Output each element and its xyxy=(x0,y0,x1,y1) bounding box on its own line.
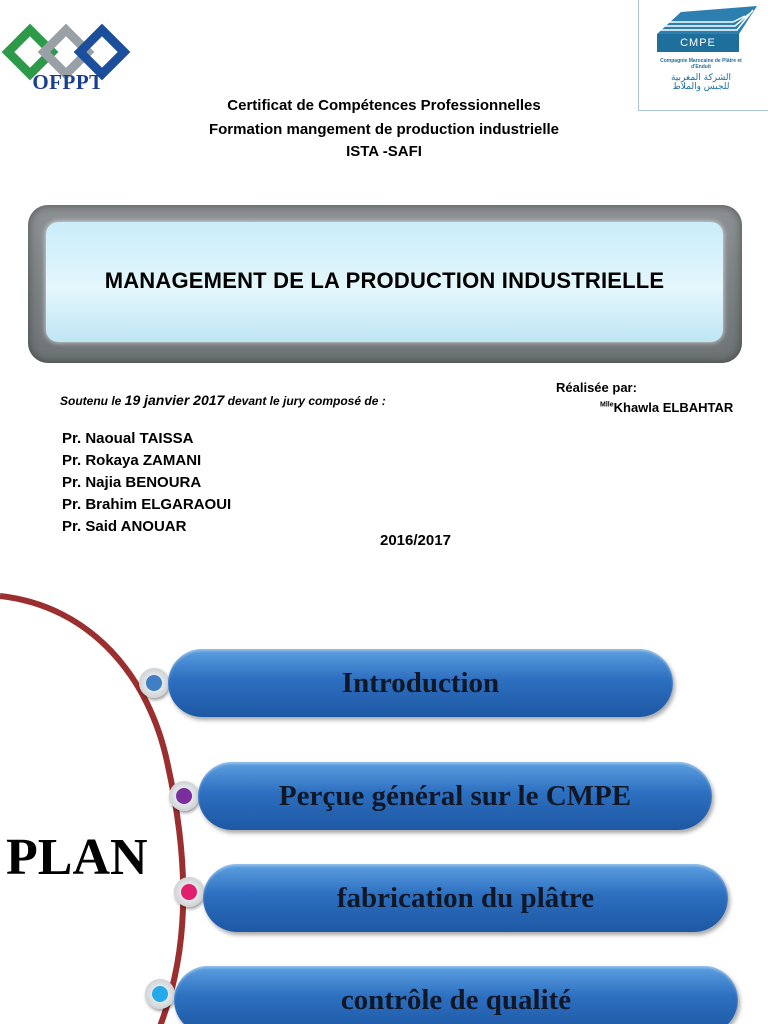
cmpe-logo xyxy=(638,0,768,111)
jury-member: Pr. Rokaya ZAMANI xyxy=(62,452,202,469)
header-line-3: ISTA -SAFI xyxy=(346,143,422,160)
cmpe-band-text: CMPE xyxy=(680,37,716,49)
plan-bullet-dot xyxy=(181,884,197,900)
realisee-label: Réalisée par: xyxy=(556,380,637,395)
plan-bullet-4 xyxy=(145,979,175,1009)
plan-item-introduction[interactable]: Introduction xyxy=(168,649,673,717)
plan-bullet-3 xyxy=(174,877,204,907)
plan-title: PLAN xyxy=(6,829,148,886)
plan-bullet-dot xyxy=(152,986,168,1002)
defense-part-1: Soutenu le xyxy=(60,394,125,408)
academic-year: 2016/2017 xyxy=(380,532,451,549)
header-line-1: Certificat de Compétences Professionnelles xyxy=(227,97,541,114)
author-prefix: Mlle xyxy=(600,401,614,409)
plan-item-qualite[interactable]: contrôle de qualité xyxy=(174,966,738,1024)
plan-item-cmpe[interactable]: Perçue général sur le CMPE xyxy=(198,762,712,830)
header-line-2: Formation mangement de production industrielle xyxy=(208,121,560,138)
cmpe-subtitle: Compagnie Marocaine de Plâtre et d'Enduit xyxy=(660,58,742,70)
cmpe-band xyxy=(657,34,739,52)
jury-member: Pr. Said ANOUAR xyxy=(62,518,187,535)
plan-item-fabrication[interactable]: fabrication du plâtre xyxy=(203,864,728,932)
ofppt-logo-text: OFPPT xyxy=(32,70,104,94)
defense-date: 19 janvier 2017 xyxy=(124,392,225,408)
plan-bullet-1 xyxy=(139,668,169,698)
jury-list xyxy=(62,428,231,538)
jury-member: Pr. Najia BENOURA xyxy=(62,474,202,491)
author-name: Khawla ELBAHTAR xyxy=(613,400,734,415)
author xyxy=(600,400,733,415)
plan-slide xyxy=(0,566,768,1024)
jury-member: Pr. Brahim ELGARAOUI xyxy=(62,496,232,513)
plan-bullet-dot xyxy=(146,675,162,691)
defense-part-2: devant le jury composé de : xyxy=(224,394,386,408)
cmpe-arabic-name: الشركة المغربية للجبس والملاط xyxy=(670,73,731,92)
slide-title: MANAGEMENT DE LA PRODUCTION INDUSTRIELLE xyxy=(104,268,665,293)
defense-line xyxy=(60,392,386,408)
plan-bullet-2 xyxy=(169,781,199,811)
plan-bullet-dot xyxy=(176,788,192,804)
cmpe-roof-icon xyxy=(657,4,757,36)
jury-member: Pr. Naoual TAISSA xyxy=(62,430,194,447)
